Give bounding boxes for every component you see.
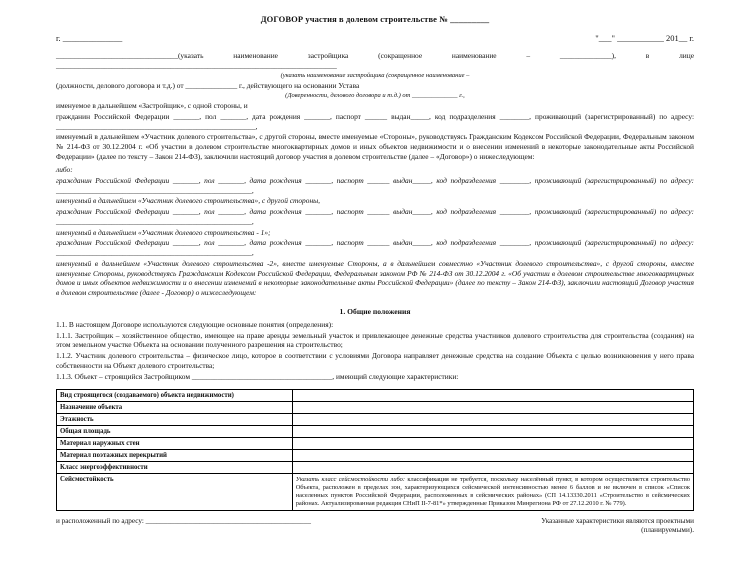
row-value[interactable]: [292, 389, 693, 401]
table-row: [57, 401, 694, 413]
row-value-seismic[interactable]: [292, 473, 693, 510]
variant2-line-1: гражданин Российской Федерации _______, пол _______, дата рождения _______, паспорт ______ выдан_____, код подразделения ________, проживающий (зарегистрированный) по адресу: _____________________________________________________,: [56, 238, 694, 258]
row-value[interactable]: [292, 401, 693, 413]
intro-hint-2: (Доверенности, делового договора и т.д.) от ______________ г.,: [285, 91, 465, 99]
row-value[interactable]: [292, 461, 693, 473]
object-characteristics-table: [56, 389, 694, 511]
variant1-line-1: гражданин Российской Федерации _______, пол _______, дата рождения _______, паспорт ______ выдан_____, код подразделения ________, проживающий (зарегистрированный) по адресу: _____________________________________________________,: [56, 175, 694, 195]
address-line: и расположенный по адресу: ______________________________________________: [56, 516, 311, 525]
clause-1-1-2: 1.1.2. Участник долевого строительства – физическое лицо, которое в соответствии с условиями Договора направляет денежные средства на создание Объекта с целью возникновения у него права собственности на Объект долевого строительства;: [56, 351, 694, 371]
footer-note: Указанные характеристики являются проектными (планируемыми).: [541, 516, 694, 535]
row-value[interactable]: [292, 413, 693, 425]
intro-hint-1: (указать наименование застройщика (сокращенное наименование –: [280, 71, 470, 79]
alternative-label: либо:: [56, 164, 73, 174]
table-row: [57, 449, 694, 461]
intro-line-1: _________________________________(указать наименование застройщика (сокращенное наименование – ______________), в лице ____________________________________________________________________________: [56, 51, 694, 70]
city-field: г. ______________: [56, 33, 123, 43]
variant1-line-4: именуемый в дальнейшем «Участник долевого строительства - 1»;: [56, 227, 271, 237]
row-value[interactable]: [292, 449, 693, 461]
table-row: [57, 437, 694, 449]
intro-line-4: гражданин Российской Федерации _______, пол _______, дата рождения _______, паспорт ______ выдан_____, код подразделения ________, проживающий (зарегистрированный) по адресу: ______________________________________________________,: [56, 111, 694, 131]
variant1-line-2: именуемый в дальнейшем «Участник долевого строительства», с другой стороны,: [56, 196, 320, 206]
footer-row: [56, 517, 694, 536]
row-value[interactable]: [292, 425, 693, 437]
row-value[interactable]: [292, 437, 693, 449]
intro-line-5: именуемый в дальнейшем «Участник долевого строительства», с другой стороны, вместе именуемые «Стороны», руководствуясь Гражданским Кодексом Российской Федерации, Федеральным законом № 214-ФЗ от 30.12.2004 г. «Об участии в долевом строительстве многоквартирных домов и иных объектов недвижимости и о внесении изменений в некоторые законодательные акты Российской Федерации» (далее по тексту – Закон 214-ФЗ), заключили настоящий договор участия в долевом строительстве (далее – «Договор») о нижеследующем:: [56, 132, 694, 161]
row-label: Этажность: [57, 413, 293, 425]
intro-line-3: именуемое в дальнейшем «Застройщик», с одной стороны, и: [56, 101, 248, 111]
section-1-title: 1. Общие положения: [339, 306, 411, 316]
row-label: Вид строящегося (создаваемого) объекта недвижимости): [57, 389, 293, 401]
table-row-seismic: [57, 473, 694, 510]
table-row: [57, 389, 694, 401]
seismic-hint: Указать класс сейсмостойкости либо:: [295, 475, 405, 483]
row-label: Назначение объекта: [57, 401, 293, 413]
row-label: Класс энергоэффективности: [57, 461, 293, 473]
clause-1-1-3: 1.1.3. Объект – строящийся Застройщиком ______________________________________, имеющий следующие характеристики:: [56, 371, 459, 381]
seismic-body: классификация не требуется, поскольку населённый пункт, в котором осуществляется строительство Объекта, расположен в пределах зон, характеризующихся сейсмической интенсивностью менее 6 баллов и не включен в список «Список населенных пунктов Российской Федерации, расположенных в сейсмических районах» (СП 14.13330.2011 «Строительство в сейсмических районах. Актуализированная редакция СНиП II-7-81*» утвержденные Приказом Минрегиона РФ от 27.12.2010 г. № 779).: [295, 475, 690, 507]
row-label: Общая площадь: [57, 425, 293, 437]
variant1-line-3: гражданин Российской Федерации _______, пол _______, дата рождения _______, паспорт ______ выдан_____, код подразделения ________, проживающий (зарегистрированный) по адресу: _____________________________________________________,: [56, 207, 694, 226]
table-row: [57, 461, 694, 473]
table-row: [57, 425, 694, 437]
intro-line-2: (должности, делового договора и т.д.) от ______________ г., действующего на основании Устава: [56, 80, 360, 90]
date-field: "___" ___________ 201__ г.: [595, 33, 694, 43]
clause-1-1: 1.1. В настоящем Договоре используются следующие основные понятия (определения):: [56, 319, 334, 329]
row-label-seismic: Сейсмостойкость: [57, 473, 293, 510]
table-row: [57, 413, 694, 425]
page-title: ДОГОВОР участия в долевом строительстве № _________: [260, 14, 490, 24]
variant2-line-2: именуемый в дальнейшем «Участник долевого строительства -2», вместе именуемые Стороны, а в дальнейшем совместно «Участник долевого строительства», с другой стороны, вместе именуемые Стороны, руководствуясь Гражданским Кодексом Российской Федерации, Федеральным законом РФ № 214-ФЗ от 30.12.2004 г. «Об участии в долевом строительстве многоквартирных домов и иных объектов недвижимости и о внесении изменений в некоторые законодательные акты Российской Федерации» (далее по тексту – Закон 214-ФЗ), заключили настоящий Договор участия в долевом строительстве (далее - Договор) о нижеследующем:: [56, 258, 694, 298]
row-label: Материал наружных стен: [57, 437, 293, 449]
city-date-row: [56, 33, 694, 43]
row-label: Материал поэтажных перекрытий: [57, 449, 293, 461]
clause-1-1-1: 1.1.1. Застройщик – хозяйственное общество, имеющее на праве аренды земельный участок и привлекающее денежные средства участников долевого строительства для строительства (создания) на этом земельном участке Объекта на основании полученного разрешения на строительство;: [56, 330, 694, 350]
